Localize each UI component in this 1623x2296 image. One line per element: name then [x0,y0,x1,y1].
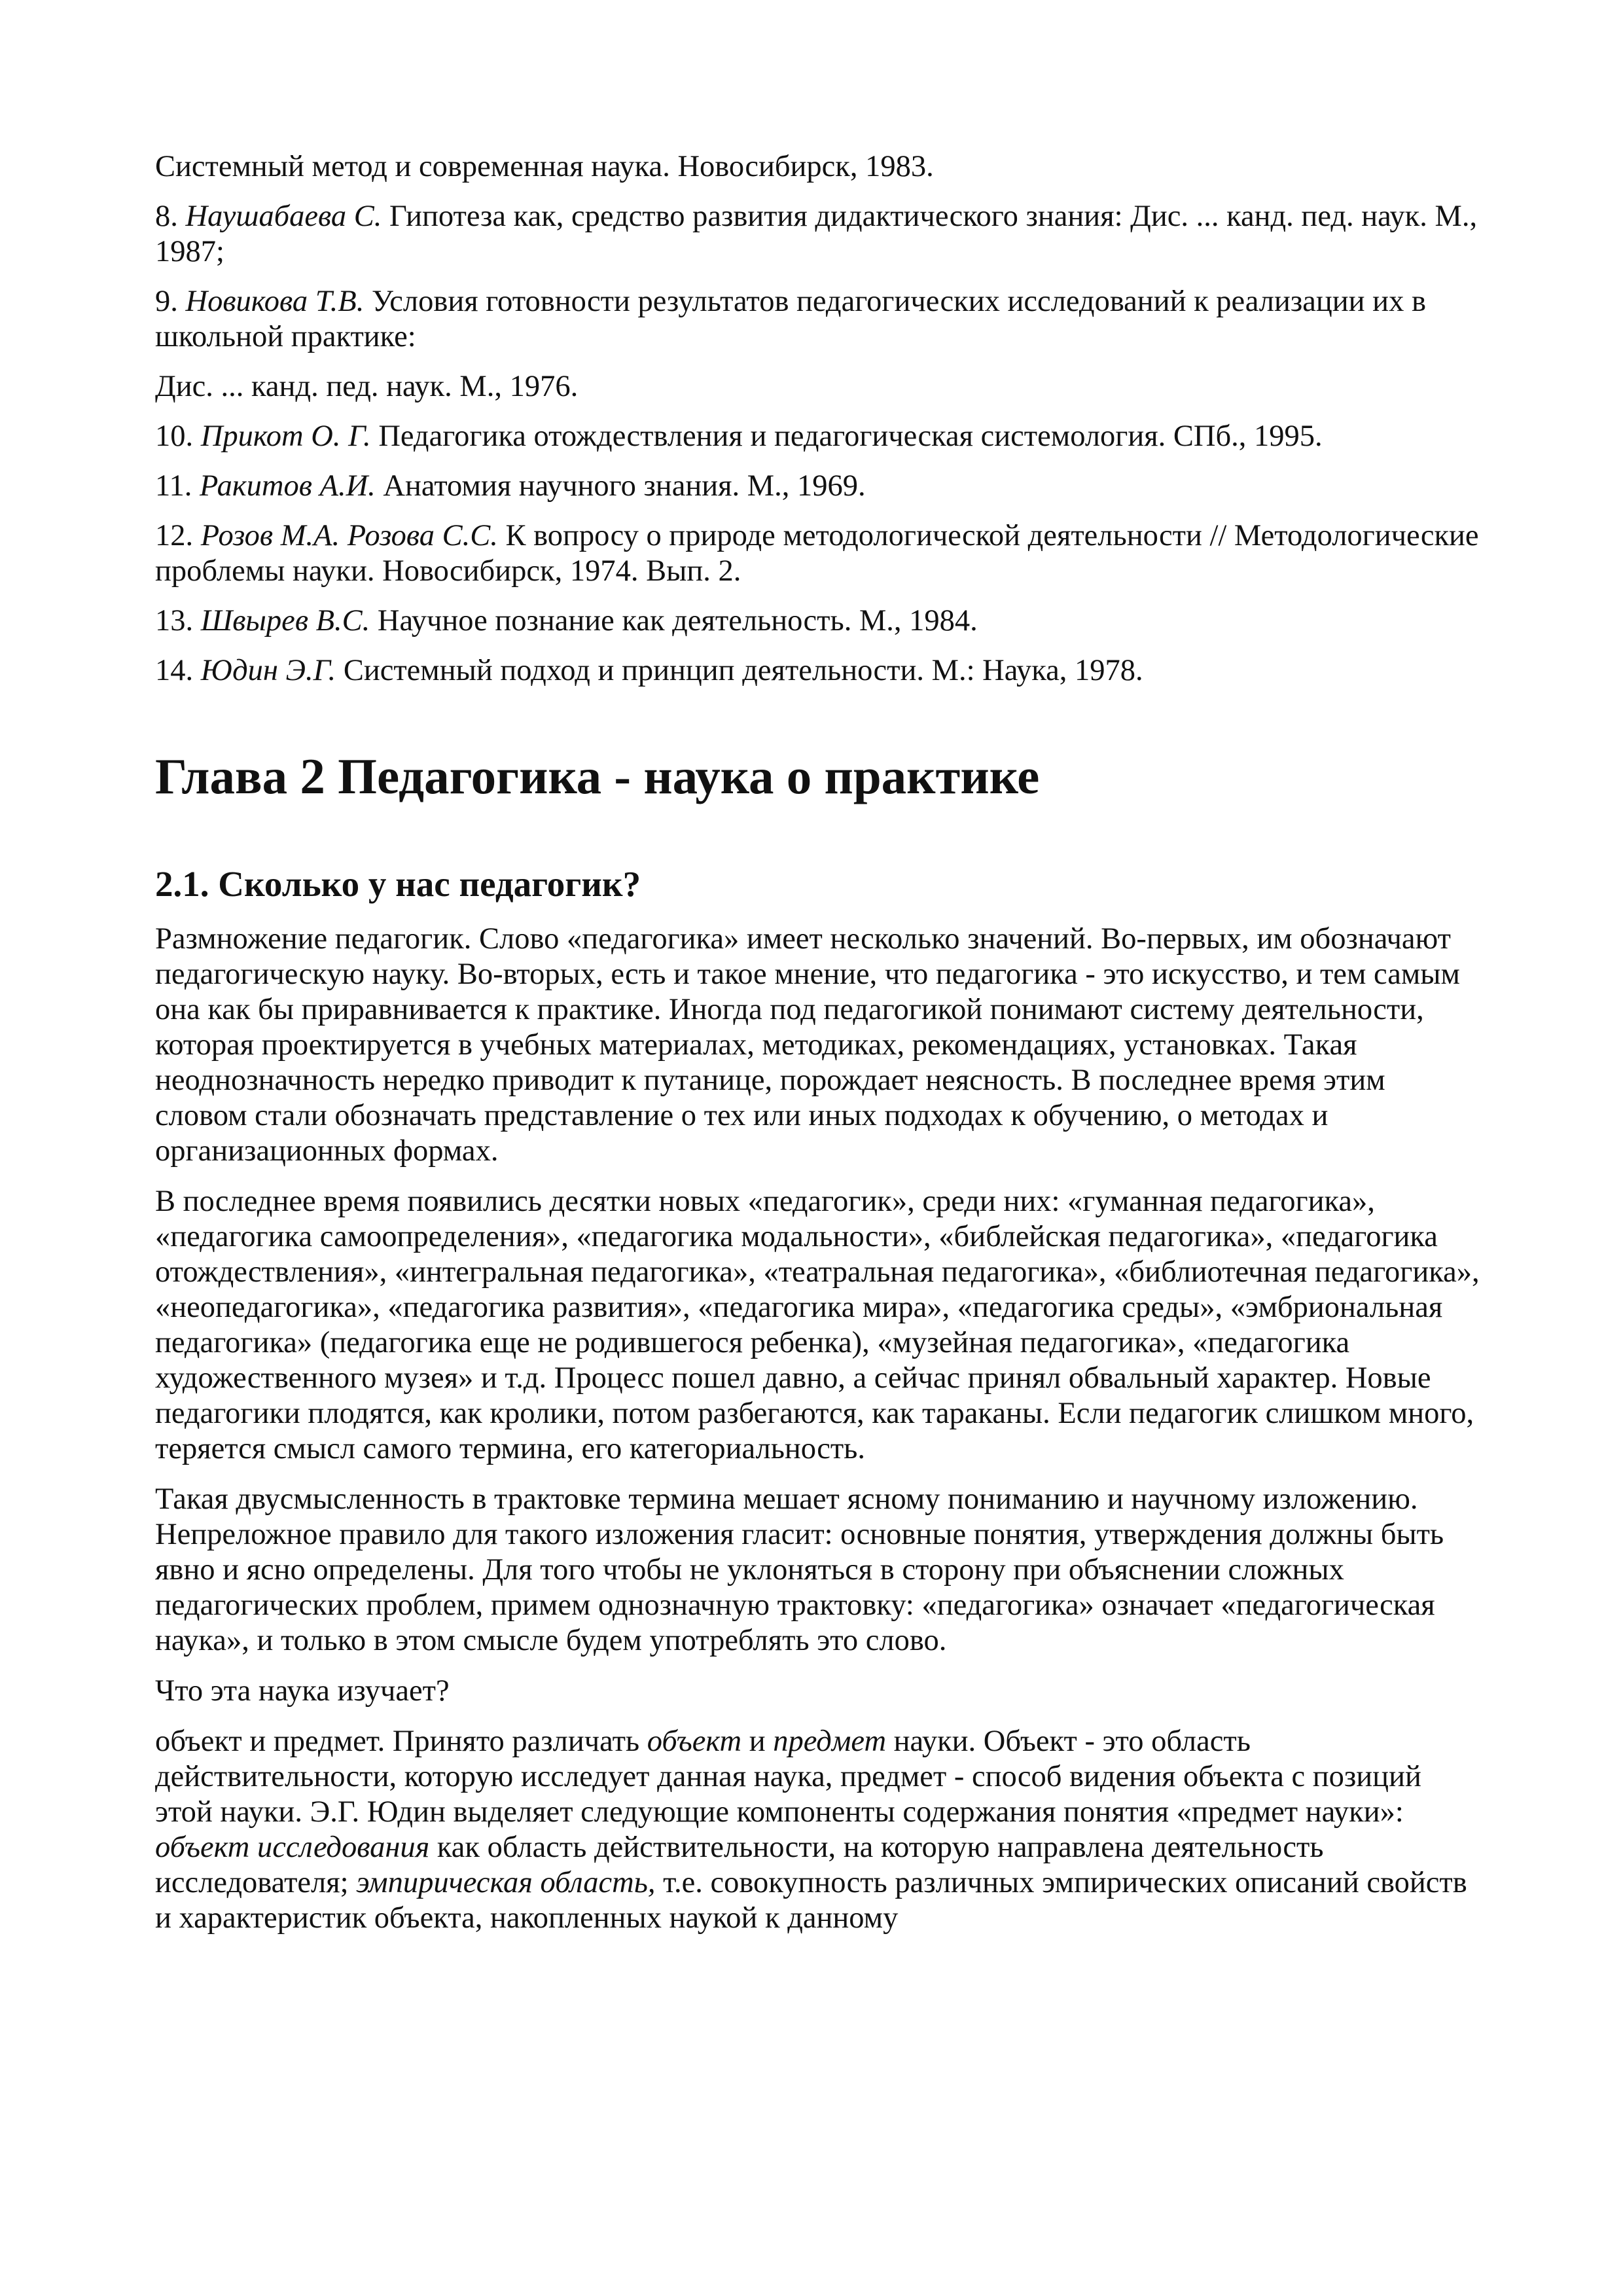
section-title: 2.1. Сколько у нас педагогик? [155,864,641,904]
text-run: науки. Объект - это область действительности, которую исследует данная наука, предмет - способ видения объекта с позиций этой науки. Э.Г. Юдин выделяет следующие компоненты содержания понятия «предмет науки»: [155,1725,1421,1829]
reference-item [155,518,1484,589]
text-run: как область действительности, на которую направлена деятельность исследователя; [155,1831,1324,1899]
reference-number: 14. [155,654,194,687]
emphasis-term: предмет [773,1725,887,1758]
reference-text: Научное познание как деятельность. М., 1984. [377,604,978,637]
reference-text: Анатомия научного знания. М., 1969. [383,469,866,503]
text-run: объект и предмет. Принято различать [155,1725,647,1758]
reference-author: Юдин Э.Г. [200,654,336,687]
reference-item [155,653,1484,689]
reference-item [155,419,1484,454]
reference-author: Швырев В.С. [200,604,370,637]
emphasis-term: объект [647,1725,742,1758]
reference-text: Дис. ... канд. пед. наук. М., 1976. [155,370,579,403]
paragraph: Что эта наука изучает? [155,1674,450,1708]
reference-text: Условия готовности результатов педагогических исследований к реализации их в школьной практике: [155,285,1426,353]
paragraph [155,1724,1484,1936]
emphasis-term: эмпирическая область, [356,1866,656,1899]
reference-text: Гипотеза как, средство развития дидактического знания: Дис. ... канд. пед. наук. М., 1987; [155,200,1478,268]
paragraph: В последнее время появились десятки новых «педагогик», среди них: «гуманная педагогика», «педагогика самоопределения», «педагогика модальности», «библейская педагогика», «педагогика отождествления», «интегральная педагогика», «театральная педагогика», «библиотечная педагогика», «неопедагогика», «педагогика развития», «педагогика мира», «педагогика среды», «эмбриональная педагогика» (педагогика еще не родившегося ребенка), «музейная педагогика», «педагогика художественного музея» и т.д. Процесс пошел давно, а сейчас принял обвальный характер. Новые педагогики плодятся, как кролики, потом разбегаются, как тараканы. Если педагогик слишком много, теряется смысл самого термина, его категориальность. [155,1185,1480,1465]
paragraph: Такая двусмысленность в трактовке термина мешает ясному пониманию и научному изложению. Непреложное правило для такого изложения гласит: основные понятия, утверждения должны быть явно и ясно определены. Для того чтобы не уклоняться в сторону при объяснении сложных педагогических проблем, примем однозначную трактовку: «педагогика» означает «педагогическая наука», и только в этом смысле будем употреблять это слово. [155,1482,1444,1657]
chapter-title: Глава 2 Педагогика - наука о практике [155,748,1040,804]
reference-item [155,149,1484,185]
reference-text: Системный подход и принцип деятельности. М.: Наука, 1978. [343,654,1143,687]
reference-number: 12. [155,519,194,552]
text-run: и [741,1725,774,1758]
reference-list [155,149,1484,689]
reference-number: 9. [155,285,178,318]
reference-author: Новикова Т.В. [185,285,365,318]
reference-author: Наушабаева С. [185,200,382,233]
paragraph: Размножение педагогик. Слово «педагогика» имеет несколько значений. Во-первых, им обозначают педагогическую науку. Во-вторых, есть и такое мнение, что педагогика - это искусство, и тем самым она как бы приравнивается к практике. Иногда под педагогикой понимают систему деятельности, которая проектируется в учебных материалах, методиках, рекомендациях, установках. Такая неоднозначность нередко приводит к путанице, порождает неясность. В последнее время этим словом стали обозначать представление о тех или иных подходах к обучению, о методах и организационных формах. [155,922,1460,1168]
reference-item [155,284,1484,355]
reference-text: К вопросу о природе методологической деятельности // Методологические проблемы науки. Новосибирск, 1974. Вып. 2. [155,519,1479,588]
reference-number: 8. [155,200,178,233]
reference-number: 11. [155,469,192,503]
reference-number: 10. [155,420,194,453]
document-page [155,149,1484,1951]
reference-text: Системный метод и современная наука. Новосибирск, 1983. [155,150,934,183]
reference-author: Розов М.А. Розова С.С. [200,519,498,552]
reference-item [155,469,1484,504]
section-body [155,922,1484,1936]
reference-item [155,369,1484,404]
reference-number: 13. [155,604,194,637]
text-run: т.е. совокупность различных эмпирических описаний свойств и характеристик объекта, накопленных наукой к данному [155,1866,1467,1935]
reference-text: Педагогика отождествления и педагогическая системология. СПб., 1995. [378,420,1323,453]
reference-author: Ракитов А.И. [200,469,376,503]
reference-item [155,603,1484,639]
emphasis-term: объект исследования [155,1831,430,1864]
reference-author: Прикот О. Г. [200,420,371,453]
reference-item [155,199,1484,270]
